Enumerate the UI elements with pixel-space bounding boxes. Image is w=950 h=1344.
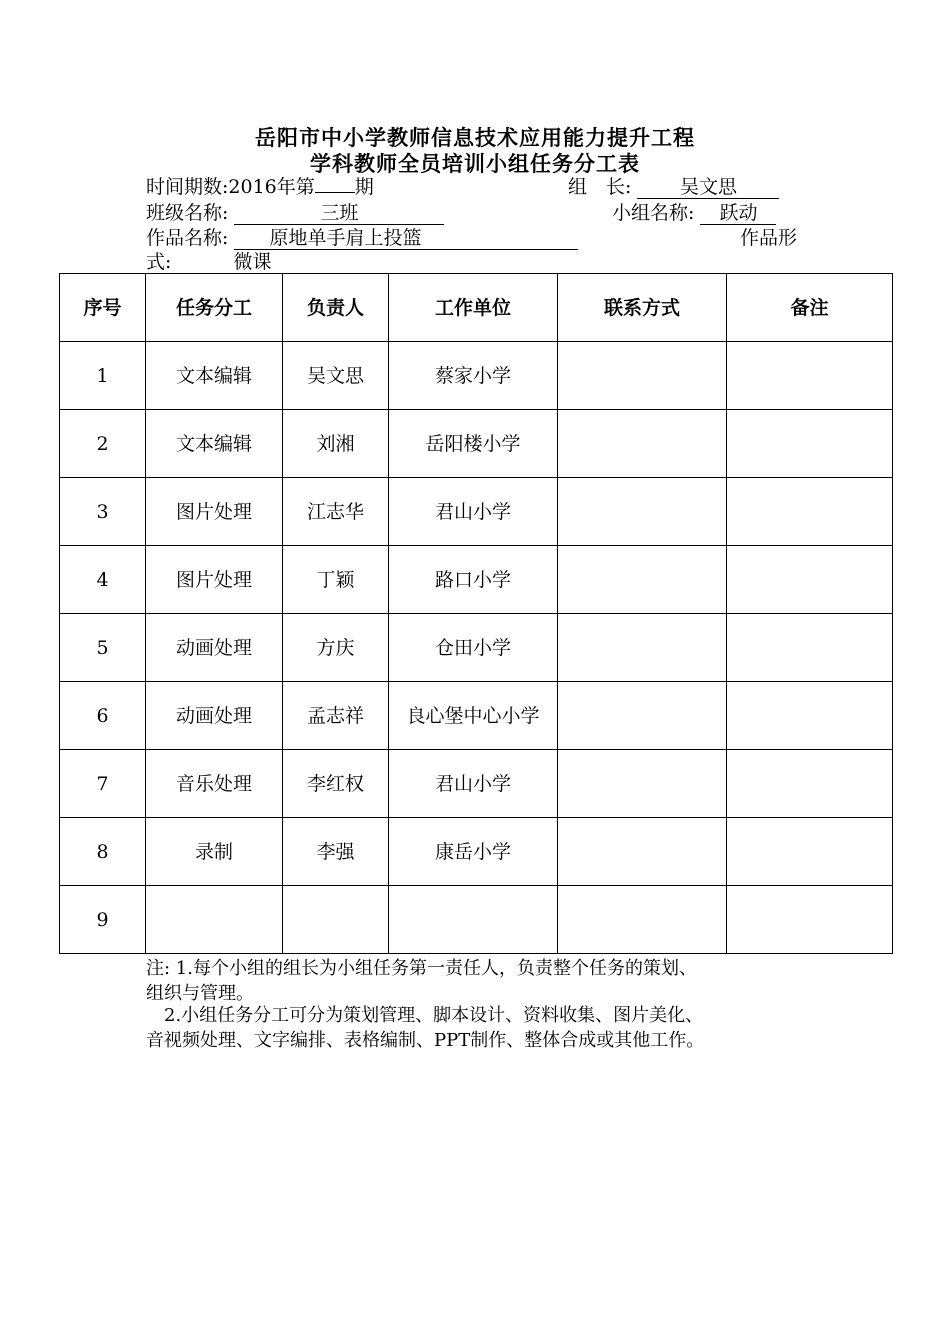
class-field: [146, 200, 444, 226]
cell-unit: 良心堡中心小学: [389, 682, 558, 750]
cell-index: 2: [60, 410, 146, 478]
cell-contact: [558, 886, 727, 954]
form-field: [146, 249, 353, 275]
work-value-text: 原地单手肩上投篮: [269, 227, 422, 249]
cell-owner: 丁颖: [283, 546, 389, 614]
cell-task: 文本编辑: [146, 410, 283, 478]
form-value: [177, 251, 353, 274]
note-line3: 2.小组任务分工可分为策划管理、脚本设计、资料收集、图片美化、: [146, 1005, 704, 1026]
header-index: 序号: [60, 274, 146, 342]
cell-owner: 方庆: [283, 614, 389, 682]
cell-task: [146, 886, 283, 954]
cell-task: 动画处理: [146, 614, 283, 682]
cell-unit: 康岳小学: [389, 818, 558, 886]
cell-remark: [727, 614, 893, 682]
class-value: 三班: [234, 202, 444, 225]
cell-task: 录制: [146, 818, 283, 886]
cell-contact: [558, 682, 727, 750]
cell-owner: 吴文思: [283, 342, 389, 410]
leader-label: 组 长:: [568, 176, 632, 198]
cell-task: 图片处理: [146, 478, 283, 546]
table-body: [60, 342, 893, 954]
header-task: 任务分工: [146, 274, 283, 342]
table-header-row: [60, 274, 893, 342]
cell-task: 图片处理: [146, 546, 283, 614]
period-year: 2016年第: [228, 176, 315, 198]
cell-owner: 刘湘: [283, 410, 389, 478]
group-label: 小组名称:: [612, 202, 695, 224]
table-row: [60, 614, 893, 682]
cell-remark: [727, 478, 893, 546]
note-line1: 注: 1.每个小组的组长为小组任务第一责任人，负责整个任务的策划、: [146, 958, 697, 979]
cell-unit: [389, 886, 558, 954]
cell-unit: 蔡家小学: [389, 342, 558, 410]
cell-unit: 君山小学: [389, 750, 558, 818]
cell-owner: 江志华: [283, 478, 389, 546]
header-unit: 工作单位: [389, 274, 558, 342]
cell-contact: [558, 342, 727, 410]
document-title-line2: 学科教师全员培训小组任务分工表: [310, 151, 640, 176]
cell-remark: [727, 886, 893, 954]
cell-index: 1: [60, 342, 146, 410]
cell-unit: 君山小学: [389, 478, 558, 546]
cell-contact: [558, 818, 727, 886]
cell-remark: [727, 682, 893, 750]
work-field: [146, 225, 578, 251]
table-row: [60, 410, 893, 478]
document-title-line1: 岳阳市中小学教师信息技术应用能力提升工程: [255, 125, 695, 150]
cell-unit: 岳阳楼小学: [389, 410, 558, 478]
cell-index: 8: [60, 818, 146, 886]
table-row: [60, 818, 893, 886]
work-label: 作品名称:: [146, 227, 229, 249]
table-row: [60, 546, 893, 614]
cell-task: 动画处理: [146, 682, 283, 750]
cell-task: 音乐处理: [146, 750, 283, 818]
cell-unit: 路口小学: [389, 546, 558, 614]
cell-index: 9: [60, 886, 146, 954]
cell-index: 3: [60, 478, 146, 546]
table-row: [60, 682, 893, 750]
header-contact: 联系方式: [558, 274, 727, 342]
group-field: [612, 200, 776, 226]
cell-index: 5: [60, 614, 146, 682]
table-row: [60, 342, 893, 410]
cell-remark: [727, 342, 893, 410]
cell-task: 文本编辑: [146, 342, 283, 410]
cell-owner: [283, 886, 389, 954]
cell-contact: [558, 410, 727, 478]
group-value: 跃动: [700, 202, 776, 225]
note-line2: 组织与管理。: [146, 983, 254, 1004]
cell-remark: [727, 818, 893, 886]
period-suffix: 期: [354, 176, 374, 198]
cell-remark: [727, 750, 893, 818]
cell-contact: [558, 546, 727, 614]
cell-owner: 李强: [283, 818, 389, 886]
cell-remark: [727, 546, 893, 614]
period-value: [315, 192, 355, 193]
table-row: [60, 750, 893, 818]
cell-owner: 孟志祥: [283, 682, 389, 750]
table-row: [60, 886, 893, 954]
work-value: [234, 227, 578, 250]
form-value-text: 微课: [233, 251, 272, 273]
cell-contact: [558, 614, 727, 682]
class-label: 班级名称:: [146, 202, 229, 224]
task-table: [59, 273, 893, 954]
header-owner: 负责人: [283, 274, 389, 342]
leader-field: [568, 174, 779, 200]
leader-value: 吴文思: [637, 176, 779, 199]
header-remark: 备注: [727, 274, 893, 342]
table-row: [60, 478, 893, 546]
cell-index: 7: [60, 750, 146, 818]
cell-index: 6: [60, 682, 146, 750]
cell-remark: [727, 410, 893, 478]
cell-owner: 李红权: [283, 750, 389, 818]
cell-index: 4: [60, 546, 146, 614]
cell-contact: [558, 478, 727, 546]
period-field: [146, 174, 374, 200]
form-label-a: 作品形: [740, 227, 798, 249]
cell-unit: 仓田小学: [389, 614, 558, 682]
form-label-b: 式:: [146, 251, 172, 273]
period-label: 时间期数:: [146, 176, 229, 198]
note-line4: 音视频处理、文字编排、表格编制、PPT制作、整体合成或其他工作。: [146, 1030, 705, 1051]
cell-contact: [558, 750, 727, 818]
